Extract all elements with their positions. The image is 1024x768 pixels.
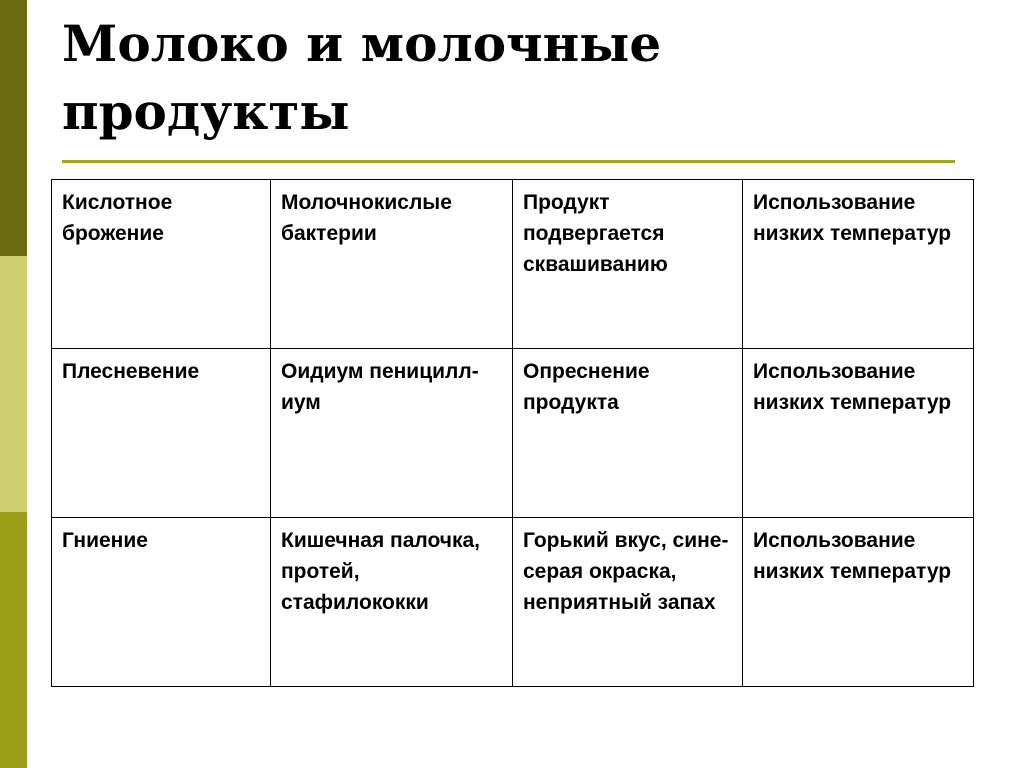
table-cell-prevention: Использование низких температур: [743, 180, 974, 349]
side-bar-top: [0, 0, 27, 256]
table-cell-process: Гниение: [52, 518, 271, 687]
table-row: [52, 180, 974, 349]
table-row: [52, 518, 974, 687]
side-bar-bottom: [0, 512, 27, 768]
table-cell-effect: Продукт подвергается сквашиванию: [513, 180, 743, 349]
table-cell-effect: Опреснение продукта: [513, 349, 743, 518]
table-cell-process: Плесневение: [52, 349, 271, 518]
table-cell-prevention: Использование низких температур: [743, 518, 974, 687]
table-cell-agent: Молочнокислые бактерии: [271, 180, 513, 349]
table-cell-agent: Оидиум пенициллиум: [271, 349, 513, 518]
title-underline: [62, 160, 955, 163]
table-cell-agent: Кишечная палочка, протей, стафилококки: [271, 518, 513, 687]
side-bar-middle: [0, 256, 27, 512]
table-cell-prevention: Использование низких температур: [743, 349, 974, 518]
info-table: [51, 179, 974, 687]
table-cell-process: Кислотное брожение: [52, 180, 271, 349]
table-cell-effect: Горький вкус, сине-серая окраска, неприятный запах: [513, 518, 743, 687]
slide-title: Молоко и молочные продукты: [62, 14, 662, 141]
table-row: [52, 349, 974, 518]
